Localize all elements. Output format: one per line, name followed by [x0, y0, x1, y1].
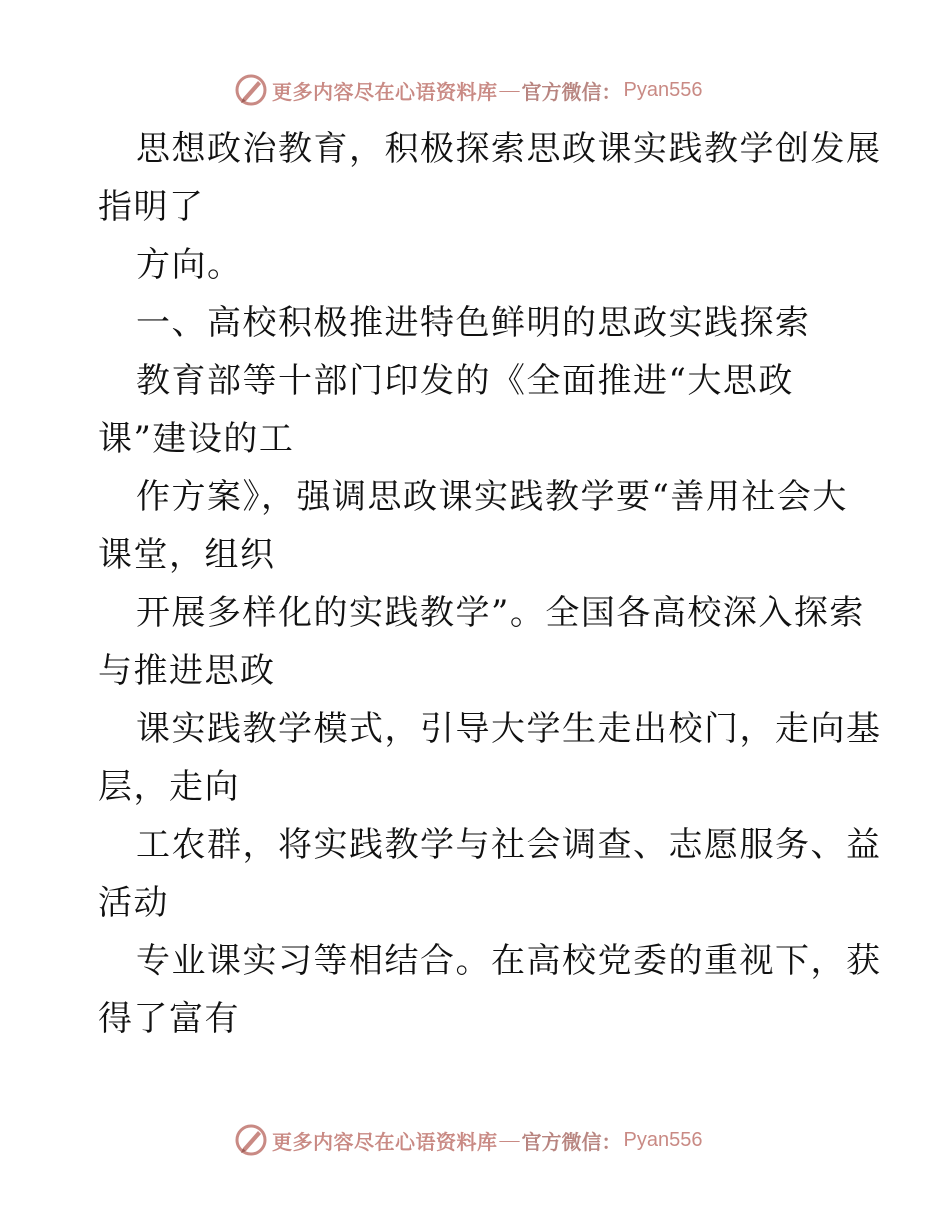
- text-line: 活动: [98, 883, 169, 923]
- watermark-wechat-label: 官方微信：: [521, 1129, 622, 1154]
- watermark-separator: —: [499, 78, 520, 101]
- text-line: 指明了: [98, 187, 205, 227]
- text-line: 得了富有: [98, 999, 240, 1039]
- text-line: 开展多样化的实践教学”。全国各高校深入探索: [136, 593, 865, 633]
- watermark-wechat-id: Pyan556: [623, 78, 703, 101]
- text-line: 作方案》，强调思政课实践教学要“善用社会大: [136, 477, 848, 517]
- section-heading: 一、高校积极推进特色鲜明的思政实践探索: [136, 303, 811, 343]
- text-line: 专业课实习等相结合。在高校党委的重视下，获: [136, 941, 882, 981]
- text-line: 层，走向: [98, 767, 240, 807]
- watermark-separator: —: [499, 1128, 520, 1151]
- text-line: 思想政治教育，积极探索思政课实践教学创发展: [136, 129, 882, 169]
- watermark-site-text: 更多内容尽在心语资料库: [272, 1129, 498, 1154]
- pen-logo-icon: [234, 1123, 268, 1157]
- text-line: 课堂，组织: [98, 535, 276, 575]
- watermark-site-text: 更多内容尽在心语资料库: [272, 79, 498, 104]
- text-line: 课”建设的工: [98, 419, 295, 459]
- watermark-wechat-id: Pyan556: [623, 1128, 703, 1151]
- text-line: 教育部等十部门印发的《全面推进“大思政: [136, 361, 794, 401]
- text-line: 方向。: [136, 245, 243, 285]
- text-line: 工农群，将实践教学与社会调查、志愿服务、益: [136, 825, 882, 865]
- text-line: 课实践教学模式，引导大学生走出校门，走向基: [136, 709, 882, 749]
- footer-watermark: [234, 1122, 702, 1158]
- watermark-wechat-label: 官方微信：: [521, 79, 622, 104]
- text-line: 与推进思政: [98, 651, 276, 691]
- pen-logo-icon: [234, 73, 268, 107]
- header-watermark: [234, 72, 702, 108]
